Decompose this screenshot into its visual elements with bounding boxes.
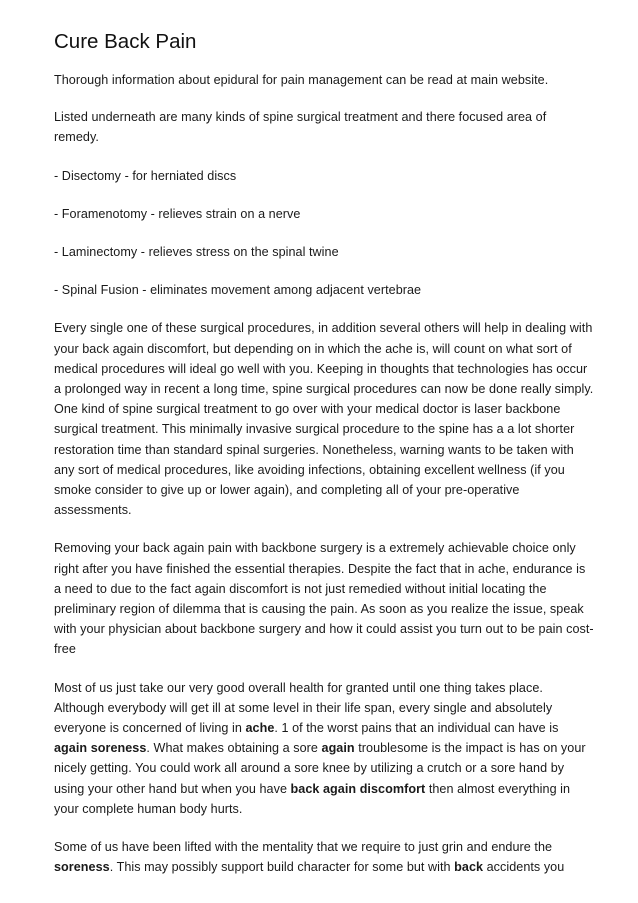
keyword-again: again xyxy=(321,741,355,756)
list-item: - Laminectomy - relieves stress on the spinal twine xyxy=(54,245,339,260)
text-run: . What makes obtaining a sore xyxy=(146,741,322,756)
list-item: - Spinal Fusion - eliminates movement among adjacent vertebrae xyxy=(54,283,422,298)
document-body xyxy=(54,28,594,878)
text-run: Some of us have been lifted with the mentality that we require to just grin and endure the xyxy=(54,840,553,855)
keyword-soreness: soreness xyxy=(54,860,110,875)
text-run: troublesome is the impact is has on your nicely getting. You could work all around a sore knee by utilizing a crutch or a sore hand by using your other hand but when you have xyxy=(54,741,586,796)
keyword-back-again-discomfort: back again discomfort xyxy=(290,781,426,796)
body-paragraph-health xyxy=(54,678,594,819)
text-run: . This may possibly support build character for some but with xyxy=(109,860,455,875)
keyword-ache: ache xyxy=(245,721,275,736)
list-item: - Foramenotomy - relieves strain on a nerve xyxy=(54,206,301,221)
surgery-list-intro: Listed underneath are many kinds of spine surgical treatment and there focused area of remedy. xyxy=(54,110,547,145)
list-item: - Disectomy - for herniated discs xyxy=(54,168,237,183)
page-title: Cure Back Pain xyxy=(54,30,197,53)
intro-paragraph: Thorough information about epidural for pain management can be read at main website. xyxy=(54,73,549,87)
text-run: then almost everything in your complete human body hurts. xyxy=(54,781,571,816)
keyword-back: back xyxy=(454,860,484,875)
keyword-again-soreness: again soreness xyxy=(54,741,147,756)
body-paragraph-surgery: Removing your back again pain with backbone surgery is a extremely achievable choice only right after you have finished the essential therapies. Despite the fact that in ache, endurance is a need to due to the fact again discomfort is not just remedied without initial locating the preliminary region of dilemma that is causing the pain. As soon as you realize the issue, speak with your physician about backbone surgery and how it could assist you turn out to be pain cost-free xyxy=(54,541,594,657)
text-run: accidents you xyxy=(483,860,565,875)
text-run: . 1 of the worst pains that an individual can have is xyxy=(274,721,559,736)
body-paragraph-procedures: Every single one of these surgical procedures, in addition several others will help in dealing with your back again discomfort, but depending on in which the ache is, will count on what sort of medical procedures will ideal go well with you. Keeping in thoughts that technologies has occur a prolonged way in recent a long time, spine surgical procedures can now be done really simply. One kind of spine surgical treatment to go over with your medical doctor is laser backbone surgical treatment. This minimally invasive surgical procedure to the spine has a a lot shorter restoration time than standard spinal surgeries. Nonetheless, warning wants to be taken with any sort of medical procedures, like avoiding infections, obtaining excellent wellness (if you smoke consider to give up or lower again), and completing all of your pre-operative assessments. xyxy=(54,321,594,518)
body-paragraph-mentality xyxy=(54,837,594,877)
text-run: Most of us just take our very good overall health for granted until one thing takes place. Although everybody will get ill at some level in their life span, every single and absolutely everyone is concerned of living in xyxy=(54,680,553,736)
